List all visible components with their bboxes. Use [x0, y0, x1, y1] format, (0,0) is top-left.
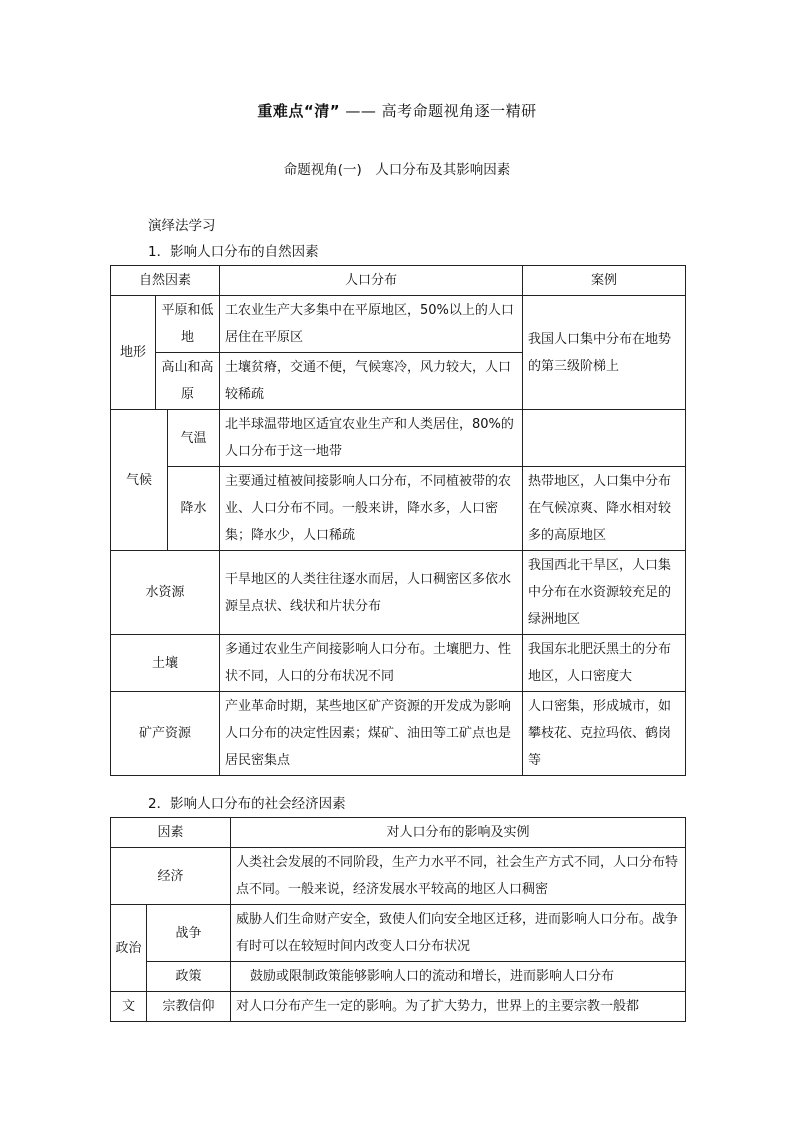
socioeconomic-factors-table: [110, 817, 686, 1022]
title-dash: ——: [345, 102, 377, 120]
policy-text: 鼓励或限制政策能够影响人口的流动和增长，进而影响人口分布: [231, 962, 686, 992]
precipitation-text: 主要通过植被间接影响人口分布，不同植被带的农业、人口分布不同。一般来讲，降水多，人口密集；降水少，人口稀疏: [220, 467, 523, 551]
part2-heading: 2．影响人口分布的社会经济因素: [148, 796, 346, 812]
temperature-label: 气温: [168, 410, 220, 467]
table-row: [111, 296, 686, 353]
table-row: [111, 467, 686, 551]
precipitation-case: 热带地区，人口集中分布在气候凉爽、降水相对较多的高原地区: [523, 467, 686, 551]
policy-label: 政策: [147, 962, 231, 992]
header-case: 案例: [523, 266, 686, 296]
war-label: 战争: [147, 905, 231, 962]
soil-label: 土壤: [111, 635, 220, 692]
header-population-distribution: 人口分布: [220, 266, 523, 296]
title-rest: 高考命题视角逐一精研: [381, 102, 537, 120]
table-row: [111, 635, 686, 692]
religion-label: 宗教信仰: [147, 992, 231, 1022]
table-row: [111, 848, 686, 905]
war-text: 威胁人们生命财产安全，致使人们向安全地区迁移，进而影响人口分布。战争有时可以在较短时间内改变人口分布状况: [231, 905, 686, 962]
table-header-row: [111, 818, 686, 848]
culture-label: 文: [111, 992, 147, 1022]
natural-factors-table: [110, 265, 686, 776]
terrain-label: 地形: [111, 296, 156, 410]
water-label: 水资源: [111, 551, 220, 635]
page-title: [0, 100, 794, 121]
climate-label: 气候: [111, 410, 168, 551]
table-row: [111, 692, 686, 776]
soil-text: 多通过农业生产间接影响人口分布。土壤肥力、性状不同，人口的分布状况不同: [220, 635, 523, 692]
mineral-label: 矿产资源: [111, 692, 220, 776]
soil-case: 我国东北肥沃黑土的分布地区，人口密度大: [523, 635, 686, 692]
mineral-text: 产业革命时期，某些地区矿产资源的开发成为影响人口分布的决定性因素；煤矿、油田等工矿点也是居民密集点: [220, 692, 523, 776]
precipitation-label: 降水: [168, 467, 220, 551]
section-label: 演绎法学习: [148, 218, 216, 234]
terrain-case: 我国人口集中分布在地势的第三级阶梯上: [523, 296, 686, 410]
temperature-text: 北半球温带地区适宜农业生产和人类居住，80%的人口分布于这一地带: [220, 410, 523, 467]
header-natural-factor: 自然因素: [111, 266, 220, 296]
mountain-label: 高山和高原: [156, 353, 220, 410]
mineral-case: 人口密集，形成城市，如攀枝花、克拉玛依、鹤岗等: [523, 692, 686, 776]
table-row: [111, 551, 686, 635]
title-bold: 重难点“清”: [257, 102, 341, 120]
economy-text: 人类社会发展的不同阶段，生产力水平不同，社会生产方式不同，人口分布特点不同。一般来说，经济发展水平较高的地区人口稠密: [231, 848, 686, 905]
table-header-row: [111, 266, 686, 296]
water-text: 干旱地区的人类往往逐水而居，人口稠密区多依水源呈点状、线状和片状分布: [220, 551, 523, 635]
water-case: 我国西北干旱区，人口集中分布在水资源较充足的绿洲地区: [523, 551, 686, 635]
header-impact: 对人口分布的影响及实例: [231, 818, 686, 848]
plain-label: 平原和低地: [156, 296, 220, 353]
temperature-case: [523, 410, 686, 467]
mountain-text: 土壤贫瘠，交通不便，气候寒冷，风力较大，人口较稀疏: [220, 353, 523, 410]
politics-label: 政治: [111, 905, 147, 992]
table-row: [111, 992, 686, 1022]
religion-text: 对人口分布产生一定的影响。为了扩大势力，世界上的主要宗教一般都: [231, 992, 686, 1022]
economy-label: 经济: [111, 848, 231, 905]
part1-heading: 1．影响人口分布的自然因素: [148, 244, 319, 260]
plain-text: 工农业生产大多集中在平原地区，50%以上的人口居住在平原区: [220, 296, 523, 353]
table-row: [111, 905, 686, 962]
header-factor: 因素: [111, 818, 231, 848]
table-row: [111, 962, 686, 992]
subtitle: 命题视角(一) 人口分布及其影响因素: [283, 162, 511, 178]
table-row: [111, 410, 686, 467]
